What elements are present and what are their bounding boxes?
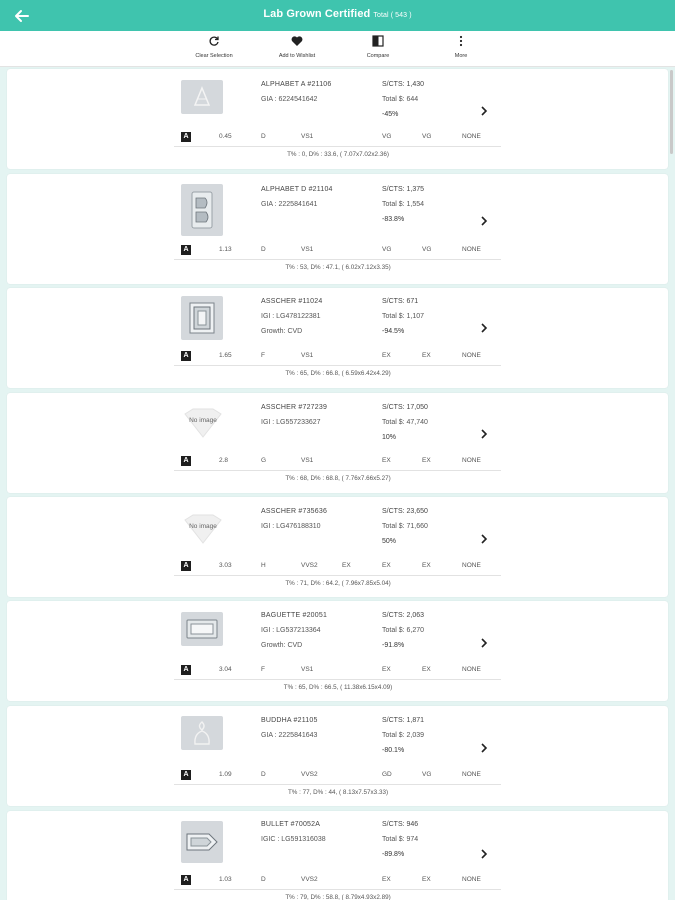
stone-name: ASSCHER #735636 (261, 508, 328, 515)
stone-name: BULLET #70052A (261, 821, 321, 828)
symmetry: VG (422, 133, 432, 140)
fluorescence: NONE (462, 246, 481, 253)
certificate-number: IGI : LG557233627 (261, 419, 321, 426)
diamond-thumbnail (181, 821, 223, 863)
diamond-list (0, 66, 675, 900)
total-price: Total $: 1,107 (382, 313, 425, 320)
clear-selection-button[interactable]: Clear Selection (169, 35, 259, 59)
polish: VG (382, 133, 392, 140)
fluorescence: NONE (462, 876, 481, 883)
total-price: Total $: 47,740 (382, 419, 428, 426)
color-grade: D (261, 771, 266, 778)
growth-type: Growth: CVD (261, 328, 303, 335)
symmetry: EX (422, 876, 431, 883)
total-price: Total $: 71,660 (382, 523, 428, 530)
divider (174, 575, 501, 576)
chevron-right-icon[interactable] (478, 105, 490, 117)
color-grade: F (261, 352, 265, 359)
compare-icon (372, 35, 384, 47)
discount: -94.5% (382, 328, 405, 335)
diamond-card[interactable] (7, 497, 668, 597)
measurements: T% : 71, D% : 64.2, ( 7.96x7.85x5.04) (285, 580, 391, 587)
discount: -83.8% (382, 216, 405, 223)
polish: GD (382, 771, 392, 778)
polish: VG (382, 246, 392, 253)
certificate-number: GIA : 6224541642 (261, 96, 318, 103)
price-per-carat: S/CTS: 946 (382, 821, 419, 828)
measurements: T% : 68, D% : 68.8, ( 7.76x7.66x5.27) (285, 475, 391, 482)
total-price: Total $: 1,554 (382, 201, 425, 208)
refresh-icon (208, 35, 220, 47)
polish: EX (382, 352, 391, 359)
symmetry: EX (422, 666, 431, 673)
fluorescence: NONE (462, 666, 481, 673)
certificate-number: GIA : 2225841641 (261, 201, 318, 208)
discount: -45% (382, 111, 399, 118)
clarity: VS1 (301, 352, 314, 359)
divider (174, 889, 501, 890)
heart-icon (291, 35, 303, 47)
carat: 3.04 (219, 666, 232, 673)
carat: 2.8 (219, 457, 229, 464)
color-grade: G (261, 457, 267, 464)
polish: EX (382, 457, 391, 464)
carat: 0.45 (219, 133, 232, 140)
stone-name: BAGUETTE #20051 (261, 612, 328, 619)
diamond-card[interactable] (7, 288, 668, 388)
chevron-right-icon[interactable] (478, 215, 490, 227)
diamond-card[interactable] (7, 706, 668, 806)
scrollbar[interactable] (670, 70, 673, 154)
divider (174, 679, 501, 680)
fluorescence: NONE (462, 771, 481, 778)
stone-name: BUDDHA #21105 (261, 717, 318, 724)
clarity: VVS2 (301, 562, 318, 569)
carat: 1.03 (219, 876, 232, 883)
carat: 1.13 (219, 246, 232, 253)
diamond-thumbnail (181, 612, 223, 646)
toolbar (0, 31, 675, 67)
diamond-thumbnail (181, 80, 223, 114)
polish: EX (382, 562, 391, 569)
chevron-right-icon[interactable] (478, 322, 490, 334)
symmetry: EX (422, 352, 431, 359)
total-price: Total $: 974 (382, 836, 419, 843)
divider (174, 146, 501, 147)
symmetry: EX (422, 457, 431, 464)
app-header (0, 0, 675, 31)
grade-badge: A (181, 770, 191, 780)
symmetry: VG (422, 771, 432, 778)
certificate-number: IGI : LG478122381 (261, 313, 321, 320)
diamond-card[interactable] (7, 69, 668, 169)
grade-badge: A (181, 561, 191, 571)
carat: 3.03 (219, 562, 232, 569)
no-image-placeholder: No image (181, 513, 225, 545)
clarity: VS1 (301, 457, 314, 464)
polish: EX (382, 666, 391, 673)
fluorescence: NONE (462, 562, 481, 569)
grade-badge: A (181, 875, 191, 885)
measurements: T% : 53, D% : 47.1, ( 6.02x7.12x3.35) (285, 264, 391, 271)
certificate-number: GIA : 2225841643 (261, 732, 318, 739)
certificate-number: IGIC : LG591316038 (261, 836, 326, 843)
diamond-card[interactable] (7, 174, 668, 284)
color-grade: D (261, 246, 266, 253)
total-price: Total $: 644 (382, 96, 419, 103)
chevron-right-icon[interactable] (478, 533, 490, 545)
diamond-thumbnail (181, 296, 223, 340)
certificate-number: IGI : LG476188310 (261, 523, 321, 530)
no-image-placeholder: No image (181, 407, 225, 439)
clarity: VS1 (301, 246, 314, 253)
fluorescence: NONE (462, 457, 481, 464)
compare-button[interactable]: Compare (333, 35, 423, 59)
measurements: T% : 65, D% : 66.5, ( 11.38x6.15x4.09) (283, 684, 393, 691)
add-to-wishlist-button[interactable]: Add to Wishlist (252, 35, 342, 59)
discount: -91.8% (382, 642, 405, 649)
price-per-carat: S/CTS: 1,430 (382, 81, 425, 88)
polish: EX (382, 876, 391, 883)
color-grade: D (261, 133, 266, 140)
clarity: VS1 (301, 133, 314, 140)
measurements: T% : 65, D% : 66.8, ( 6.59x6.42x4.29) (285, 370, 391, 377)
chevron-right-icon[interactable] (478, 637, 490, 649)
color-grade: F (261, 666, 265, 673)
price-per-carat: S/CTS: 1,871 (382, 717, 425, 724)
carat: 1.09 (219, 771, 232, 778)
grade-badge: A (181, 132, 191, 142)
fluorescence: NONE (462, 133, 481, 140)
stone-name: ASSCHER #11024 (261, 298, 323, 305)
measurements: T% : 0, D% : 33.6, ( 7.07x7.02x2.36) (287, 151, 389, 158)
color-grade: D (261, 876, 266, 883)
diamond-card[interactable] (7, 393, 668, 493)
chevron-right-icon[interactable] (478, 848, 490, 860)
total-price: Total $: 2,039 (382, 732, 425, 739)
color-grade: H (261, 562, 266, 569)
diamond-thumbnail (181, 184, 223, 236)
chevron-right-icon[interactable] (478, 742, 490, 754)
divider (174, 365, 501, 366)
total-price: Total $: 6,270 (382, 627, 425, 634)
price-per-carat: S/CTS: 671 (382, 298, 419, 305)
grade-badge: A (181, 351, 191, 361)
divider (174, 259, 501, 260)
page-title: Lab Grown Certified Total ( 543 ) (263, 8, 412, 20)
discount: 50% (382, 538, 397, 545)
discount: -89.8% (382, 851, 405, 858)
cut-grade: EX (342, 562, 351, 569)
clarity: VVS2 (301, 876, 318, 883)
clarity: VS1 (301, 666, 314, 673)
measurements: T% : 77, D% : 44, ( 8.13x7.57x3.33) (287, 789, 389, 796)
measurements: T% : 79, D% : 58.8, ( 8.79x4.93x2.89) (285, 894, 391, 900)
stone-name: ASSCHER #727239 (261, 404, 328, 411)
certificate-number: IGI : LG537213364 (261, 627, 321, 634)
more-vertical-icon (455, 35, 467, 47)
price-per-carat: S/CTS: 23,650 (382, 508, 428, 515)
stone-name: ALPHABET A #21106 (261, 81, 332, 88)
grade-badge: A (181, 665, 191, 675)
grade-badge: A (181, 456, 191, 466)
price-per-carat: S/CTS: 2,063 (382, 612, 425, 619)
stone-name: ALPHABET D #21104 (261, 186, 333, 193)
fluorescence: NONE (462, 352, 481, 359)
diamond-card[interactable] (7, 601, 668, 701)
symmetry: VG (422, 246, 432, 253)
total-count: Total ( 543 ) (373, 12, 412, 19)
grade-badge: A (181, 245, 191, 255)
price-per-carat: S/CTS: 17,050 (382, 404, 428, 411)
discount: -80.1% (382, 747, 405, 754)
discount: 10% (382, 434, 397, 441)
divider (174, 470, 501, 471)
symmetry: EX (422, 562, 431, 569)
carat: 1.65 (219, 352, 232, 359)
more-button[interactable]: More (416, 35, 506, 59)
clarity: VVS2 (301, 771, 318, 778)
chevron-right-icon[interactable] (478, 428, 490, 440)
price-per-carat: S/CTS: 1,375 (382, 186, 425, 193)
diamond-thumbnail (181, 716, 223, 750)
growth-type: Growth: CVD (261, 642, 303, 649)
divider (174, 784, 501, 785)
diamond-card[interactable] (7, 811, 668, 900)
